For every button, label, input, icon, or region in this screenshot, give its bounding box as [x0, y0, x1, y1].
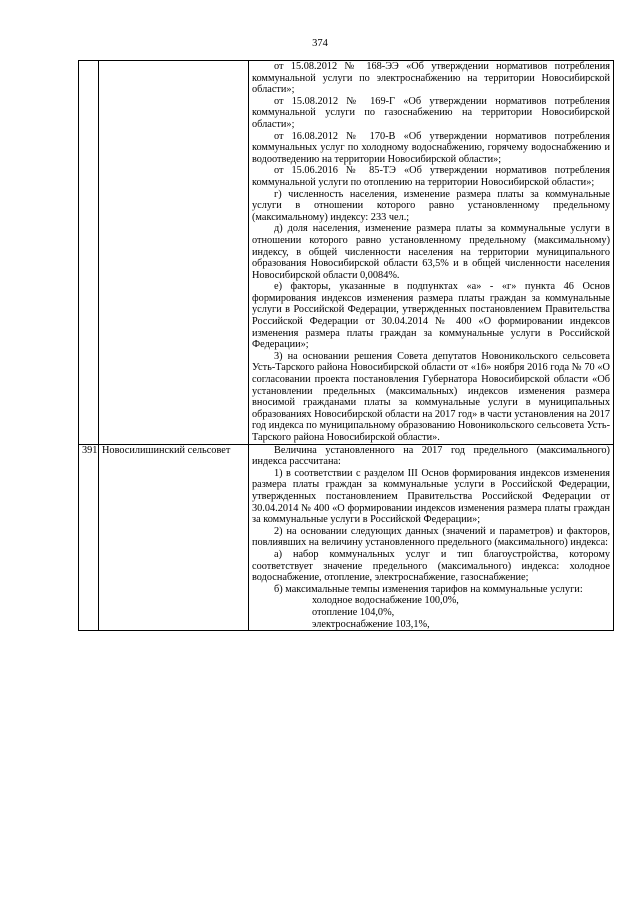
tariff-rate-item: отопление 104,0%, — [312, 606, 395, 618]
justification-paragraph: 2) на основании следующих данных (значений и параметров) и факторов, повлиявших на величину установленного предельного (максимального) индекса: — [252, 525, 610, 549]
justification-paragraph: 1) в соответствии с разделом III Основ формирования индексов изменения размера платы граждан за коммунальные услуги в Российской Федерации, утвержденных постановлением Правительства Российской Федерации от 30.04.2014 № 400 «О формировании индексов изменения размера платы граждан за коммунальные услуги в Российской Федерации»; — [252, 467, 610, 526]
justification-paragraph: от 15.08.2012 № 169-Г «Об утверждении нормативов потребления коммунальной услуги по газоснабжению на территории Новосибирской области»; — [252, 95, 610, 130]
table-row — [79, 61, 614, 445]
row-number-cell — [79, 61, 99, 445]
page-number: 374 — [312, 38, 328, 49]
justification-paragraph: д) доля населения, изменение размера платы за коммунальные услуги в отношении которого равно установленному предельному (максимальному) индексу, в общей численности населения на территории муниципального образования Новосибирской области 63,5% и в общей численности населения Новосибирской области 0,0084%. — [252, 223, 610, 281]
justification-cell — [249, 61, 614, 445]
municipality-name-cell — [99, 61, 249, 445]
justification-paragraph: е) факторы, указанные в подпунктах «а» - «г» пункта 46 Основ формирования индексов изменения размера платы граждан за коммунальные услуги в Российской Федерации, утвержденных постановлением Правительства Российской Федерации от 30.04.2014 № 400 «О формировании индексов изменения размера платы граждан за коммунальные услуги в Российской Федерации»; — [252, 281, 610, 351]
justification-cell — [249, 444, 614, 631]
justification-paragraph: от 15.06.2016 № 85-ТЭ «Об утверждении нормативов потребления коммунальной услуги по отоплению на территории Новосибирской области»; — [252, 165, 610, 188]
table-row — [79, 444, 614, 631]
justification-paragraph: от 15.08.2012 № 168-ЭЭ «Об утверждении нормативов потребления коммунальной услуги по электроснабжению на территории Новосибирской области»; — [252, 61, 610, 96]
justification-paragraph: Величина установленного на 2017 год предельного (максимального) индекса рассчитана: — [252, 444, 610, 468]
indices-table — [78, 60, 614, 631]
municipality-name-cell: Новосилишинский сельсовет — [99, 444, 249, 631]
row-number-cell: 391 — [79, 444, 99, 631]
justification-paragraph: 3) на основании решения Совета депутатов Новоникольского сельсовета Усть-Тарского района Новосибирской области от «16» ноября 2016 года № 70 «О согласовании проекта постановления Губернатора Новосибирской области «Об установлении предельных (максимальных) индексов изменения размера вносимой гражданами платы за коммунальные услуги в муниципальных образованиях Новосибирской области на 2017 год» в части установления на 2017 год индекса по муниципальному образованию Новоникольского сельсовета Усть-Тарского района Новосибирской области». — [252, 350, 610, 443]
justification-paragraph: а) набор коммунальных услуг и тип благоустройства, которому соответствует значение предельного (максимального) индекса: холодное водоснабжение, отопление, электроснабжение, газоснабжение; — [252, 548, 610, 584]
tariff-rate-item: электроснабжение 103,1%, — [312, 618, 430, 630]
justification-paragraph: б) максимальные темпы изменения тарифов на коммунальные услуги: — [274, 583, 583, 595]
justification-paragraph: от 16.08.2012 № 170-В «Об утверждении нормативов потребления коммунальных услуг по холодному водоснабжению, горячему водоснабжению и водоотведению на территории Новосибирской области»; — [252, 130, 610, 165]
justification-paragraph: г) численность населения, изменение размера платы за коммунальные услуги в отношении которого равно установленному предельному (максимальному) индексу: 233 чел.; — [252, 188, 610, 223]
tariff-rate-item: холодное водоснабжение 100,0%, — [312, 595, 459, 607]
